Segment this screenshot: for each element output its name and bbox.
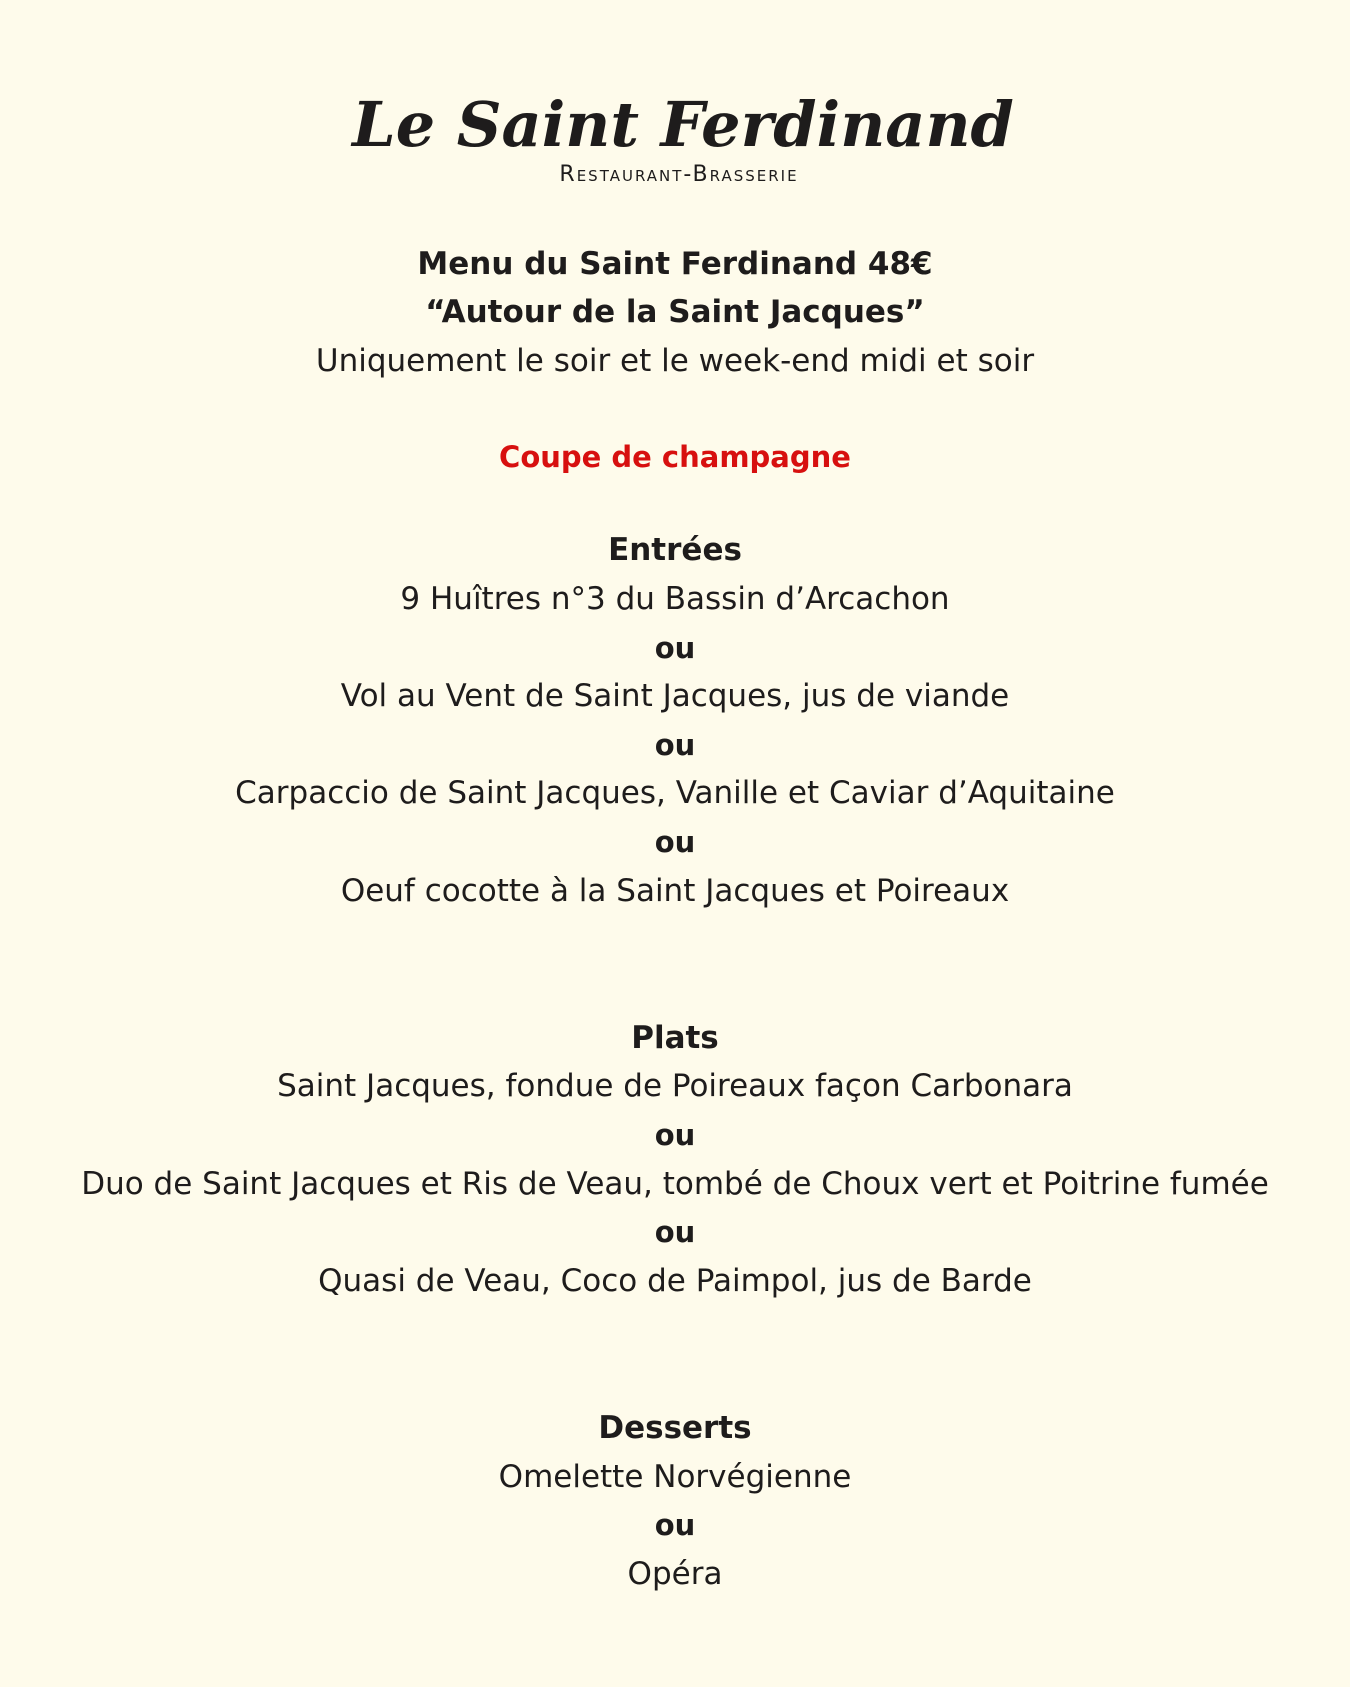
main-item: Saint Jacques, fondue de Poireaux façon Carbonara [277, 1068, 1073, 1104]
or-separator: ou [654, 825, 696, 859]
menu-availability: Uniquement le soir et le week-end midi et soir [315, 343, 1035, 379]
or-separator: ou [654, 1215, 696, 1249]
mains-heading: Plats [631, 1020, 719, 1056]
restaurant-logo [0, 88, 1350, 188]
menu-title: Menu du Saint Ferdinand 48€ [417, 246, 933, 282]
menu-theme: “Autour de la Saint Jacques” [425, 294, 925, 330]
restaurant-name: Le Saint Ferdinand [352, 88, 1014, 161]
starter-item: 9 Huîtres n°3 du Bassin d’Arcachon [400, 581, 950, 617]
or-separator: ou [654, 1508, 696, 1542]
starter-item: Oeuf cocotte à la Saint Jacques et Poireaux [340, 873, 1010, 909]
dessert-item: Omelette Norvégienne [498, 1459, 852, 1495]
starter-item: Carpaccio de Saint Jacques, Vanille et Caviar d’Aquitaine [235, 775, 1115, 811]
or-separator: ou [654, 631, 696, 665]
or-separator: ou [654, 728, 696, 762]
or-separator: ou [654, 1118, 696, 1152]
desserts-heading: Desserts [598, 1410, 752, 1446]
starters-heading: Entrées [608, 532, 742, 568]
restaurant-subtitle: Restaurant-Brasserie [559, 162, 799, 187]
main-item: Quasi de Veau, Coco de Paimpol, jus de Barde [318, 1263, 1032, 1299]
main-item: Duo de Saint Jacques et Ris de Veau, tombé de Choux vert et Poitrine fumée [81, 1166, 1269, 1202]
dessert-item: Opéra [627, 1556, 723, 1592]
aperitif: Coupe de champagne [499, 440, 851, 474]
starter-item: Vol au Vent de Saint Jacques, jus de viande [340, 678, 1010, 714]
